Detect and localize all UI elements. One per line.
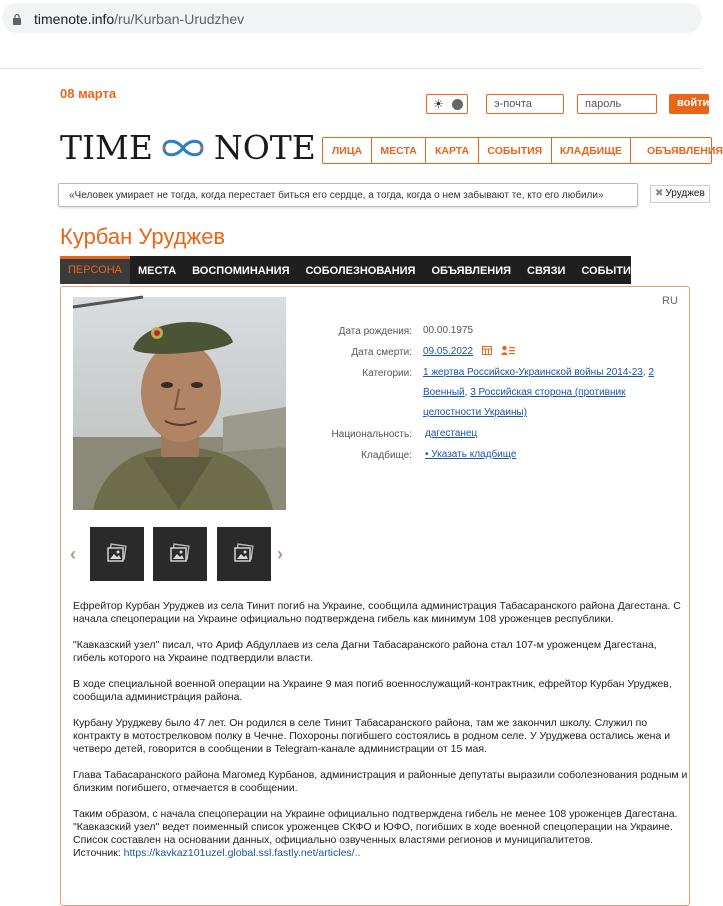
death-date-field [423, 342, 668, 362]
article-paragraph: Курбану Уруджеву было 47 лет. Он родился в селе Тинит Табасаранского района, там же закончил школу. Служил по контракту в мотострелковом полку в Чечне. Похороны погибшего состоялись в родном селе. У Уруджева остались жена и четверо детей, говорится в сообщении в Telegram-канале администрации от 15 мая. [73, 717, 671, 755]
category-separator: , [464, 387, 471, 398]
sun-icon: ☀ [433, 97, 444, 111]
image-icon [234, 544, 254, 564]
search-tag-chip[interactable] [650, 185, 710, 203]
tab-person[interactable]: ПЕРСОНА [60, 256, 130, 284]
source-link[interactable]: https://kavkaz101uzel.global.ssl.fastly.net/articles/.. [123, 847, 361, 859]
lock-icon [12, 13, 22, 25]
person-photo[interactable] [73, 297, 286, 510]
nationality-value-wrap [425, 424, 670, 444]
photo-gallery [70, 526, 295, 582]
image-icon [170, 544, 190, 564]
categories-label: Категории: [362, 368, 412, 379]
site-logo[interactable] [60, 128, 316, 168]
password-field[interactable]: пароль [577, 94, 657, 114]
article-paragraph: Таким образом, с начала спецоперации на Украине официально подтверждена гибель не менее 108 уроженцев Дагестана. "Кавказский узел" ведет поименный список уроженцев СКФО и ЮФО, погибших в ходе военной спецоперации на Украине. Список составлен на основании данных, официально озвученных властями регионов и муниципалитетов. [73, 808, 678, 846]
nationality-value[interactable]: дагестанец [425, 428, 478, 439]
source-line [73, 847, 690, 860]
death-date-label: Дата смерти: [351, 347, 412, 358]
nav-item-announcements[interactable]: ОБЪЯВЛЕНИЯ [646, 145, 723, 157]
tab-memories[interactable]: ВОСПОМИНАНИЯ [192, 265, 290, 277]
logo-text-right: NOTE [213, 128, 316, 167]
image-icon [107, 544, 127, 564]
source-label: Источник: [73, 847, 124, 859]
logo-text-left: TIME [60, 128, 153, 167]
browser-address-bar [0, 0, 702, 36]
divider [0, 68, 702, 69]
gallery-thumb[interactable] [90, 527, 144, 581]
birth-date-row [290, 323, 700, 343]
tag-label: Уруджев [665, 188, 705, 199]
category-link-2[interactable]: 2 Военный [423, 367, 654, 398]
death-date-value[interactable]: 09.05.2022 [423, 346, 474, 357]
nav-item-events[interactable]: СОБЫТИЯ [479, 138, 552, 163]
tab-announcements[interactable]: ОБЪЯВЛЕНИЯ [431, 265, 512, 277]
moon-icon [452, 99, 463, 110]
language-label[interactable]: RU [662, 295, 678, 307]
article-paragraph: Глава Табасаранского района Магомед Курбанов, администрация и районные депутаты выразили соболезнования родным и близким погибшего, отмечается в сообщении. [73, 769, 688, 794]
url-host: timenote.info [34, 11, 115, 27]
close-icon[interactable]: ✖ [655, 188, 664, 199]
tab-relations[interactable]: СВЯЗИ [527, 265, 566, 277]
theme-toggle[interactable] [426, 94, 468, 114]
nav-item-cemetery[interactable]: КЛАДБИЩЕ [552, 138, 631, 163]
cemetery-value-wrap [425, 445, 670, 465]
url-text[interactable] [34, 11, 244, 27]
biography-article [73, 600, 690, 860]
chevron-left-icon[interactable]: ‹ [70, 544, 76, 564]
gallery-thumb[interactable] [153, 527, 207, 581]
nationality-label: Национальность: [331, 429, 412, 440]
article-paragraph: Ефрейтор Курбан Уруджев из села Тинит погиб на Украине, сообщила администрация Табасаранского района Дагестана. С начала спецоперации на Украине официально подтверждена гибель как минимум 108 уроженцев республики. [73, 600, 681, 625]
infinity-logo-icon [158, 134, 208, 162]
calendar-icon[interactable] [482, 345, 492, 355]
tab-condolences[interactable]: СОБОЛЕЗНОВАНИЯ [305, 265, 416, 277]
add-cemetery-link[interactable]: • Указать кладбище [425, 449, 517, 460]
category-link-3[interactable]: 3 Российская сторона (противник целостности Украины) [423, 387, 626, 418]
person-list-icon[interactable] [501, 345, 515, 355]
address-pill[interactable] [2, 3, 702, 33]
birth-date-label: Дата рождения: [338, 326, 412, 337]
page-title: Курбан Уруджев [60, 224, 226, 249]
main-nav [322, 137, 723, 164]
nav-item-places[interactable]: МЕСТА [372, 138, 426, 163]
nav-item-map[interactable]: КАРТА [426, 138, 479, 163]
article-paragraph: "Кавказский узел" писал, что Ариф Абдуллаев из села Дагни Табасаранского района стал 107-м уроженцем Дагестана, гибель которого на Украине подтвердили власти. [73, 639, 657, 664]
tab-places[interactable]: МЕСТА [138, 265, 177, 277]
login-button[interactable]: войти [669, 94, 709, 114]
categories-row [290, 365, 700, 425]
url-path: /ru/Kurban-Urudzhev [114, 11, 245, 27]
death-date-row [290, 344, 700, 364]
tab-events[interactable]: СОБЫТИЯ [581, 265, 639, 277]
person-tabs [60, 256, 639, 284]
chevron-right-icon[interactable]: › [277, 544, 283, 564]
categories-value [423, 363, 668, 423]
article-paragraph: В ходе специальной военной операции на Украине 9 мая погиб военнослужащий-контрактник, ефрейтор Курбан Уруджев, сообщила администрация района. [73, 678, 672, 703]
cemetery-label: Кладбище: [361, 450, 412, 461]
birth-date-value: 00.00.1975 [423, 325, 474, 336]
category-separator: , [642, 367, 649, 378]
nationality-row [290, 426, 700, 446]
quote-search-box[interactable]: «Человек умирает не тогда, когда перестает биться его сердце, а тогда, когда о нем забывают те, кто его любили» [58, 183, 638, 207]
current-date: 08 марта [60, 86, 117, 101]
email-field[interactable]: э-почта [486, 94, 564, 114]
category-link-1[interactable]: 1 жертва Российско-Украинской войны 2014-23 [423, 367, 643, 378]
nav-item-persons[interactable]: ЛИЦА [323, 138, 372, 163]
gallery-thumb[interactable] [217, 527, 271, 581]
cemetery-row [290, 447, 700, 467]
